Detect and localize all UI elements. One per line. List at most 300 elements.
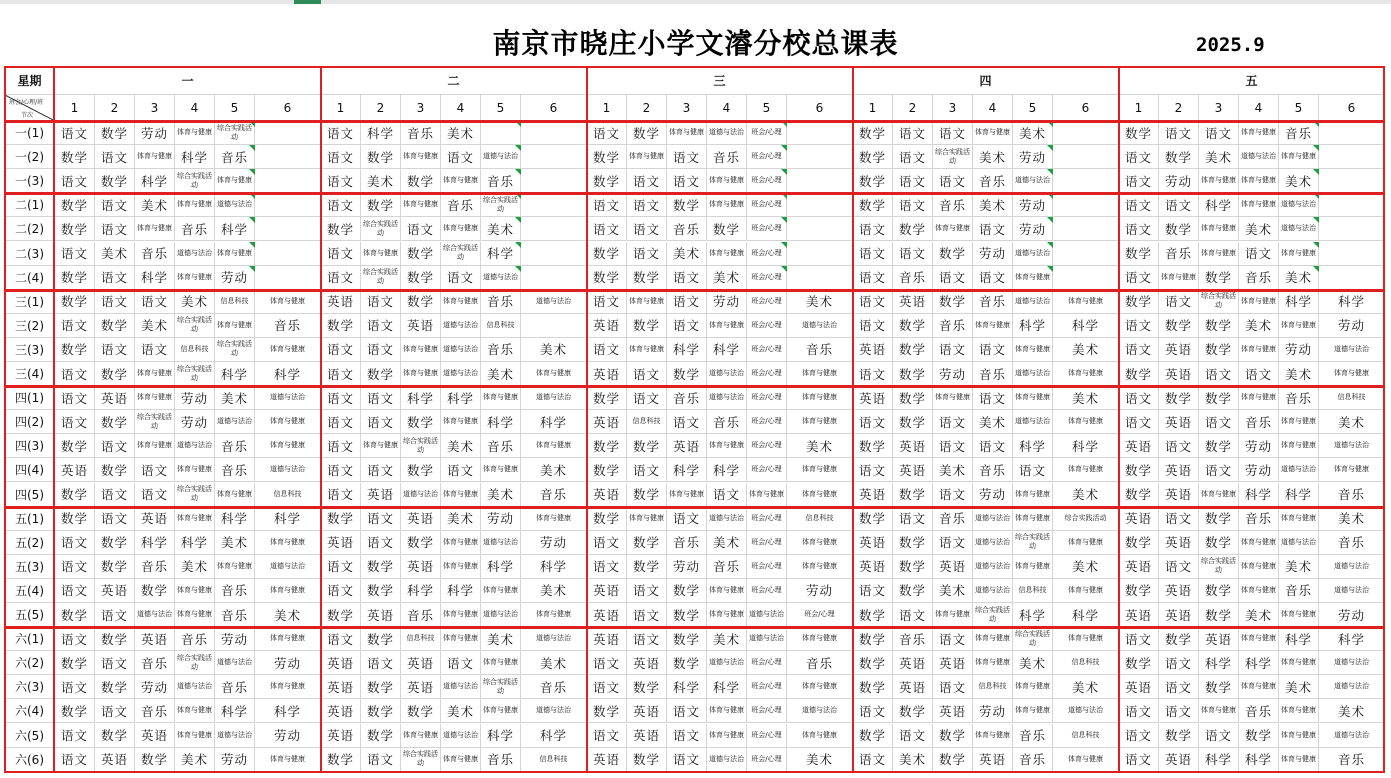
lesson-cell[interactable]: 数学 bbox=[95, 675, 135, 699]
lesson-cell[interactable]: 语文 bbox=[667, 724, 707, 748]
lesson-cell[interactable]: 体育与健康 bbox=[787, 410, 853, 434]
lesson-cell[interactable]: 语文 bbox=[55, 169, 95, 193]
lesson-cell[interactable]: 体育与健康 bbox=[627, 507, 667, 531]
lesson-cell[interactable]: 美术 bbox=[1053, 338, 1119, 362]
lesson-cell[interactable]: 科学 bbox=[707, 338, 747, 362]
lesson-cell[interactable]: 数学 bbox=[1159, 724, 1199, 748]
lesson-cell[interactable]: 语文 bbox=[853, 410, 893, 434]
lesson-cell[interactable]: 体育与健康 bbox=[255, 579, 321, 603]
lesson-cell[interactable]: 体育与健康 bbox=[1279, 410, 1319, 434]
lesson-cell[interactable]: 体育与健康 bbox=[1239, 121, 1279, 145]
lesson-cell[interactable]: 美术 bbox=[481, 362, 521, 386]
lesson-cell[interactable]: 劳动 bbox=[255, 724, 321, 748]
lesson-cell[interactable]: 劳动 bbox=[135, 675, 175, 699]
lesson-cell[interactable]: 综合实践活动 bbox=[441, 242, 481, 266]
lesson-cell[interactable]: 数学 bbox=[95, 314, 135, 338]
lesson-cell[interactable]: 科学 bbox=[401, 579, 441, 603]
lesson-cell[interactable]: 语文 bbox=[1119, 266, 1159, 290]
lesson-cell[interactable]: 语文 bbox=[893, 145, 933, 169]
lesson-cell[interactable]: 科学 bbox=[521, 724, 587, 748]
lesson-cell[interactable]: 科学 bbox=[667, 338, 707, 362]
lesson-cell[interactable]: 语文 bbox=[853, 458, 893, 482]
lesson-cell[interactable]: 数学 bbox=[1119, 242, 1159, 266]
lesson-cell[interactable]: 语文 bbox=[361, 507, 401, 531]
lesson-cell[interactable]: 数学 bbox=[853, 627, 893, 651]
lesson-cell[interactable]: 科学 bbox=[1013, 314, 1053, 338]
lesson-cell[interactable]: 体育与健康 bbox=[707, 724, 747, 748]
lesson-cell[interactable]: 语文 bbox=[361, 531, 401, 555]
lesson-cell[interactable]: 体育与健康 bbox=[521, 362, 587, 386]
lesson-cell[interactable]: 信息科技 bbox=[973, 675, 1013, 699]
lesson-cell[interactable] bbox=[1319, 169, 1385, 193]
lesson-cell[interactable]: 语文 bbox=[627, 217, 667, 241]
lesson-cell[interactable]: 语文 bbox=[55, 410, 95, 434]
lesson-cell[interactable]: 数学 bbox=[853, 675, 893, 699]
lesson-cell[interactable]: 英语 bbox=[321, 651, 361, 675]
lesson-cell[interactable]: 美术 bbox=[707, 531, 747, 555]
lesson-cell[interactable]: 英语 bbox=[361, 483, 401, 507]
lesson-cell[interactable]: 语文 bbox=[933, 483, 973, 507]
lesson-cell[interactable]: 体育与健康 bbox=[255, 748, 321, 772]
lesson-cell[interactable] bbox=[521, 145, 587, 169]
lesson-cell[interactable]: 道德与法治 bbox=[175, 675, 215, 699]
lesson-cell[interactable]: 音乐 bbox=[215, 603, 255, 627]
lesson-cell[interactable]: 音乐 bbox=[521, 675, 587, 699]
lesson-cell[interactable]: 数学 bbox=[55, 651, 95, 675]
lesson-cell[interactable]: 语文 bbox=[933, 338, 973, 362]
lesson-cell[interactable]: 语文 bbox=[1199, 724, 1239, 748]
lesson-cell[interactable]: 语文 bbox=[321, 627, 361, 651]
lesson-cell[interactable]: 体育与健康 bbox=[441, 555, 481, 579]
lesson-cell[interactable]: 语文 bbox=[135, 290, 175, 314]
lesson-cell[interactable]: 英语 bbox=[667, 434, 707, 458]
lesson-cell[interactable]: 数学 bbox=[853, 169, 893, 193]
lesson-cell[interactable]: 综合实践活动 bbox=[481, 193, 521, 217]
lesson-cell[interactable]: 数学 bbox=[95, 724, 135, 748]
lesson-cell[interactable]: 综合实践活动 bbox=[401, 748, 441, 772]
lesson-cell[interactable]: 数学 bbox=[587, 434, 627, 458]
lesson-cell[interactable]: 体育与健康 bbox=[175, 603, 215, 627]
lesson-cell[interactable]: 科学 bbox=[481, 555, 521, 579]
lesson-cell[interactable]: 数学 bbox=[401, 410, 441, 434]
lesson-cell[interactable]: 体育与健康 bbox=[1279, 145, 1319, 169]
lesson-cell[interactable]: 英语 bbox=[135, 507, 175, 531]
lesson-cell[interactable]: 劳动 bbox=[215, 266, 255, 290]
lesson-cell[interactable]: 数学 bbox=[1199, 675, 1239, 699]
lesson-cell[interactable]: 数学 bbox=[1119, 362, 1159, 386]
lesson-cell[interactable]: 数学 bbox=[1119, 579, 1159, 603]
lesson-cell[interactable] bbox=[255, 242, 321, 266]
lesson-cell[interactable]: 美术 bbox=[1053, 386, 1119, 410]
lesson-cell[interactable]: 语文 bbox=[55, 362, 95, 386]
lesson-cell[interactable]: 班会/心理 bbox=[747, 531, 787, 555]
lesson-cell[interactable]: 语文 bbox=[853, 699, 893, 723]
lesson-cell[interactable]: 班会/心理 bbox=[747, 193, 787, 217]
lesson-cell[interactable]: 语文 bbox=[321, 483, 361, 507]
lesson-cell[interactable]: 体育与健康 bbox=[401, 145, 441, 169]
lesson-cell[interactable]: 语文 bbox=[933, 121, 973, 145]
lesson-cell[interactable]: 体育与健康 bbox=[481, 651, 521, 675]
lesson-cell[interactable]: 语文 bbox=[95, 651, 135, 675]
lesson-cell[interactable]: 语文 bbox=[95, 483, 135, 507]
lesson-cell[interactable]: 道德与法治 bbox=[1013, 290, 1053, 314]
lesson-cell[interactable]: 体育与健康 bbox=[1013, 507, 1053, 531]
lesson-cell[interactable]: 数学 bbox=[627, 121, 667, 145]
lesson-cell[interactable]: 语文 bbox=[587, 290, 627, 314]
lesson-cell[interactable]: 语文 bbox=[1159, 555, 1199, 579]
lesson-cell[interactable]: 体育与健康 bbox=[175, 193, 215, 217]
lesson-cell[interactable]: 科学 bbox=[215, 362, 255, 386]
lesson-cell[interactable]: 数学 bbox=[893, 362, 933, 386]
lesson-cell[interactable]: 道德与法治 bbox=[973, 531, 1013, 555]
lesson-cell[interactable]: 道德与法治 bbox=[521, 290, 587, 314]
lesson-cell[interactable]: 英语 bbox=[1159, 483, 1199, 507]
lesson-cell[interactable]: 体育与健康 bbox=[1279, 434, 1319, 458]
lesson-cell[interactable]: 信息科技 bbox=[175, 338, 215, 362]
lesson-cell[interactable]: 体育与健康 bbox=[667, 121, 707, 145]
lesson-cell[interactable]: 美术 bbox=[973, 410, 1013, 434]
lesson-cell[interactable]: 道德与法治 bbox=[1319, 651, 1385, 675]
lesson-cell[interactable]: 语文 bbox=[853, 748, 893, 772]
lesson-cell[interactable]: 班会/心理 bbox=[747, 507, 787, 531]
lesson-cell[interactable]: 数学 bbox=[853, 724, 893, 748]
lesson-cell[interactable]: 信息科技 bbox=[521, 748, 587, 772]
lesson-cell[interactable]: 数学 bbox=[853, 193, 893, 217]
lesson-cell[interactable]: 体育与健康 bbox=[175, 266, 215, 290]
lesson-cell[interactable]: 劳动 bbox=[135, 121, 175, 145]
lesson-cell[interactable]: 道德与法治 bbox=[707, 386, 747, 410]
lesson-cell[interactable]: 数学 bbox=[1199, 338, 1239, 362]
lesson-cell[interactable]: 体育与健康 bbox=[441, 410, 481, 434]
lesson-cell[interactable]: 综合实践活动 bbox=[175, 314, 215, 338]
lesson-cell[interactable]: 数学 bbox=[627, 748, 667, 772]
lesson-cell[interactable]: 音乐 bbox=[135, 555, 175, 579]
lesson-cell[interactable]: 数学 bbox=[55, 603, 95, 627]
lesson-cell[interactable]: 班会/心理 bbox=[747, 290, 787, 314]
lesson-cell[interactable]: 语文 bbox=[361, 314, 401, 338]
lesson-cell[interactable]: 语文 bbox=[1119, 627, 1159, 651]
lesson-cell[interactable]: 数学 bbox=[55, 507, 95, 531]
lesson-cell[interactable]: 音乐 bbox=[933, 193, 973, 217]
lesson-cell[interactable]: 体育与健康 bbox=[707, 242, 747, 266]
lesson-cell[interactable]: 语文 bbox=[1159, 675, 1199, 699]
lesson-cell[interactable]: 体育与健康 bbox=[135, 434, 175, 458]
lesson-cell[interactable]: 语文 bbox=[361, 410, 401, 434]
lesson-cell[interactable]: 英语 bbox=[321, 531, 361, 555]
lesson-cell[interactable]: 英语 bbox=[973, 748, 1013, 772]
lesson-cell[interactable]: 道德与法治 bbox=[175, 242, 215, 266]
lesson-cell[interactable]: 科学 bbox=[135, 266, 175, 290]
lesson-cell[interactable]: 综合实践活动 bbox=[175, 169, 215, 193]
lesson-cell[interactable]: 体育与健康 bbox=[933, 386, 973, 410]
lesson-cell[interactable]: 道德与法治 bbox=[707, 362, 747, 386]
lesson-cell[interactable]: 数学 bbox=[1159, 314, 1199, 338]
lesson-cell[interactable]: 音乐 bbox=[521, 483, 587, 507]
lesson-cell[interactable]: 音乐 bbox=[1279, 121, 1319, 145]
lesson-cell[interactable]: 信息科技 bbox=[1319, 386, 1385, 410]
lesson-cell[interactable]: 综合实践活动 bbox=[361, 266, 401, 290]
lesson-cell[interactable]: 语文 bbox=[321, 458, 361, 482]
lesson-cell[interactable]: 数学 bbox=[361, 699, 401, 723]
lesson-cell[interactable] bbox=[1053, 193, 1119, 217]
lesson-cell[interactable]: 数学 bbox=[401, 169, 441, 193]
lesson-cell[interactable]: 体育与健康 bbox=[1199, 242, 1239, 266]
lesson-cell[interactable]: 数学 bbox=[893, 531, 933, 555]
lesson-cell[interactable]: 数学 bbox=[587, 386, 627, 410]
lesson-cell[interactable]: 美术 bbox=[481, 627, 521, 651]
lesson-cell[interactable]: 英语 bbox=[1159, 579, 1199, 603]
lesson-cell[interactable]: 语文 bbox=[1159, 290, 1199, 314]
lesson-cell[interactable]: 语文 bbox=[321, 121, 361, 145]
lesson-cell[interactable]: 英语 bbox=[893, 434, 933, 458]
lesson-cell[interactable]: 体育与健康 bbox=[1239, 579, 1279, 603]
lesson-cell[interactable]: 数学 bbox=[893, 483, 933, 507]
lesson-cell[interactable]: 体育与健康 bbox=[1013, 675, 1053, 699]
lesson-cell[interactable]: 体育与健康 bbox=[175, 699, 215, 723]
lesson-cell[interactable]: 体育与健康 bbox=[255, 531, 321, 555]
lesson-cell[interactable]: 美术 bbox=[481, 217, 521, 241]
lesson-cell[interactable]: 科学 bbox=[361, 121, 401, 145]
lesson-cell[interactable]: 体育与健康 bbox=[481, 699, 521, 723]
lesson-cell[interactable]: 英语 bbox=[1159, 362, 1199, 386]
lesson-cell[interactable]: 综合实践活动 bbox=[1013, 627, 1053, 651]
lesson-cell[interactable] bbox=[1319, 266, 1385, 290]
lesson-cell[interactable]: 体育与健康 bbox=[1013, 555, 1053, 579]
lesson-cell[interactable]: 道德与法治 bbox=[973, 579, 1013, 603]
lesson-cell[interactable]: 体育与健康 bbox=[1199, 483, 1239, 507]
lesson-cell[interactable]: 数学 bbox=[55, 193, 95, 217]
lesson-cell[interactable]: 综合实践活动 bbox=[175, 483, 215, 507]
lesson-cell[interactable] bbox=[1053, 266, 1119, 290]
lesson-cell[interactable]: 数学 bbox=[1119, 290, 1159, 314]
lesson-cell[interactable]: 班会/心理 bbox=[747, 145, 787, 169]
lesson-cell[interactable]: 语文 bbox=[1199, 121, 1239, 145]
lesson-cell[interactable]: 数学 bbox=[361, 675, 401, 699]
lesson-cell[interactable]: 语文 bbox=[361, 651, 401, 675]
lesson-cell[interactable]: 数学 bbox=[55, 266, 95, 290]
lesson-cell[interactable]: 美术 bbox=[521, 651, 587, 675]
lesson-cell[interactable]: 语文 bbox=[1239, 362, 1279, 386]
lesson-cell[interactable]: 语文 bbox=[893, 169, 933, 193]
lesson-cell[interactable]: 体育与健康 bbox=[707, 314, 747, 338]
lesson-cell[interactable]: 道德与法治 bbox=[215, 651, 255, 675]
lesson-cell[interactable]: 体育与健康 bbox=[627, 145, 667, 169]
lesson-cell[interactable]: 科学 bbox=[255, 699, 321, 723]
lesson-cell[interactable]: 科学 bbox=[667, 458, 707, 482]
lesson-cell[interactable]: 数学 bbox=[1119, 651, 1159, 675]
lesson-cell[interactable]: 英语 bbox=[401, 675, 441, 699]
lesson-cell[interactable]: 语文 bbox=[441, 145, 481, 169]
lesson-cell[interactable]: 体育与健康 bbox=[1199, 699, 1239, 723]
lesson-cell[interactable]: 数学 bbox=[55, 145, 95, 169]
lesson-cell[interactable]: 科学 bbox=[1053, 434, 1119, 458]
lesson-cell[interactable]: 班会/心理 bbox=[747, 458, 787, 482]
lesson-cell[interactable]: 语文 bbox=[667, 410, 707, 434]
lesson-cell[interactable]: 语文 bbox=[667, 507, 707, 531]
lesson-cell[interactable]: 音乐 bbox=[481, 748, 521, 772]
lesson-cell[interactable]: 美术 bbox=[1319, 410, 1385, 434]
lesson-cell[interactable]: 英语 bbox=[627, 724, 667, 748]
lesson-cell[interactable]: 音乐 bbox=[481, 169, 521, 193]
lesson-cell[interactable]: 体育与健康 bbox=[255, 410, 321, 434]
lesson-cell[interactable]: 语文 bbox=[1119, 193, 1159, 217]
lesson-cell[interactable]: 音乐 bbox=[481, 338, 521, 362]
lesson-cell[interactable]: 数学 bbox=[587, 458, 627, 482]
lesson-cell[interactable]: 体育与健康 bbox=[481, 579, 521, 603]
lesson-cell[interactable]: 音乐 bbox=[933, 314, 973, 338]
lesson-cell[interactable]: 科学 bbox=[1239, 748, 1279, 772]
lesson-cell[interactable]: 科学 bbox=[215, 217, 255, 241]
lesson-cell[interactable]: 道德与法治 bbox=[747, 627, 787, 651]
lesson-cell[interactable]: 体育与健康 bbox=[441, 217, 481, 241]
lesson-cell[interactable]: 语文 bbox=[893, 603, 933, 627]
lesson-cell[interactable] bbox=[1053, 242, 1119, 266]
lesson-cell[interactable]: 语文 bbox=[587, 531, 627, 555]
lesson-cell[interactable]: 科学 bbox=[1199, 193, 1239, 217]
lesson-cell[interactable] bbox=[787, 242, 853, 266]
lesson-cell[interactable]: 美术 bbox=[521, 458, 587, 482]
lesson-cell[interactable]: 语文 bbox=[933, 434, 973, 458]
lesson-cell[interactable]: 数学 bbox=[55, 483, 95, 507]
lesson-cell[interactable]: 数学 bbox=[587, 266, 627, 290]
lesson-cell[interactable]: 英语 bbox=[627, 651, 667, 675]
lesson-cell[interactable] bbox=[255, 266, 321, 290]
lesson-cell[interactable]: 科学 bbox=[707, 458, 747, 482]
lesson-cell[interactable]: 道德与法治 bbox=[481, 266, 521, 290]
lesson-cell[interactable]: 美术 bbox=[933, 458, 973, 482]
lesson-cell[interactable]: 美术 bbox=[707, 266, 747, 290]
lesson-cell[interactable]: 数学 bbox=[667, 579, 707, 603]
lesson-cell[interactable]: 美术 bbox=[973, 145, 1013, 169]
lesson-cell[interactable]: 音乐 bbox=[1239, 266, 1279, 290]
lesson-cell[interactable]: 数学 bbox=[401, 699, 441, 723]
lesson-cell[interactable]: 道德与法治 bbox=[441, 338, 481, 362]
lesson-cell[interactable]: 体育与健康 bbox=[521, 507, 587, 531]
lesson-cell[interactable]: 语文 bbox=[321, 193, 361, 217]
lesson-cell[interactable]: 语文 bbox=[95, 603, 135, 627]
lesson-cell[interactable]: 道德与法治 bbox=[441, 675, 481, 699]
lesson-cell[interactable]: 音乐 bbox=[1279, 386, 1319, 410]
lesson-cell[interactable]: 音乐 bbox=[1239, 410, 1279, 434]
lesson-cell[interactable]: 体育与健康 bbox=[255, 338, 321, 362]
lesson-cell[interactable]: 英语 bbox=[1159, 458, 1199, 482]
lesson-cell[interactable]: 语文 bbox=[55, 748, 95, 772]
lesson-cell[interactable]: 体育与健康 bbox=[787, 458, 853, 482]
lesson-cell[interactable] bbox=[255, 169, 321, 193]
lesson-cell[interactable]: 班会/心理 bbox=[747, 314, 787, 338]
lesson-cell[interactable]: 英语 bbox=[853, 338, 893, 362]
lesson-cell[interactable]: 音乐 bbox=[707, 555, 747, 579]
lesson-cell[interactable]: 科学 bbox=[521, 410, 587, 434]
lesson-cell[interactable]: 体育与健康 bbox=[135, 217, 175, 241]
lesson-cell[interactable]: 语文 bbox=[95, 266, 135, 290]
lesson-cell[interactable]: 班会/心理 bbox=[747, 121, 787, 145]
lesson-cell[interactable]: 综合实践活动 bbox=[1199, 290, 1239, 314]
lesson-cell[interactable] bbox=[1319, 193, 1385, 217]
lesson-cell[interactable]: 语文 bbox=[1199, 458, 1239, 482]
lesson-cell[interactable]: 数学 bbox=[933, 290, 973, 314]
lesson-cell[interactable]: 体育与健康 bbox=[787, 555, 853, 579]
lesson-cell[interactable]: 体育与健康 bbox=[1239, 531, 1279, 555]
lesson-cell[interactable]: 道德与法治 bbox=[521, 627, 587, 651]
lesson-cell[interactable]: 英语 bbox=[627, 699, 667, 723]
lesson-cell[interactable]: 美术 bbox=[215, 386, 255, 410]
lesson-cell[interactable]: 语文 bbox=[95, 699, 135, 723]
lesson-cell[interactable]: 英语 bbox=[587, 483, 627, 507]
lesson-cell[interactable]: 语文 bbox=[853, 266, 893, 290]
lesson-cell[interactable]: 数学 bbox=[321, 217, 361, 241]
lesson-cell[interactable]: 班会/心理 bbox=[747, 699, 787, 723]
lesson-cell[interactable]: 语文 bbox=[627, 193, 667, 217]
lesson-cell[interactable]: 体育与健康 bbox=[667, 483, 707, 507]
lesson-cell[interactable]: 语文 bbox=[361, 386, 401, 410]
lesson-cell[interactable]: 数学 bbox=[853, 434, 893, 458]
lesson-cell[interactable]: 劳动 bbox=[175, 410, 215, 434]
lesson-cell[interactable]: 数学 bbox=[1119, 483, 1159, 507]
lesson-cell[interactable]: 体育与健康 bbox=[747, 483, 787, 507]
lesson-cell[interactable]: 美术 bbox=[521, 579, 587, 603]
lesson-cell[interactable]: 体育与健康 bbox=[1053, 362, 1119, 386]
lesson-cell[interactable]: 科学 bbox=[1199, 748, 1239, 772]
lesson-cell[interactable]: 数学 bbox=[361, 579, 401, 603]
lesson-cell[interactable]: 信息科技 bbox=[787, 507, 853, 531]
lesson-cell[interactable]: 科学 bbox=[255, 507, 321, 531]
lesson-cell[interactable]: 语文 bbox=[321, 362, 361, 386]
lesson-cell[interactable] bbox=[521, 266, 587, 290]
lesson-cell[interactable] bbox=[787, 193, 853, 217]
lesson-cell[interactable]: 体育与健康 bbox=[787, 362, 853, 386]
lesson-cell[interactable]: 体育与健康 bbox=[787, 386, 853, 410]
lesson-cell[interactable]: 语文 bbox=[1119, 699, 1159, 723]
lesson-cell[interactable]: 班会/心理 bbox=[747, 410, 787, 434]
lesson-cell[interactable]: 语文 bbox=[55, 675, 95, 699]
lesson-cell[interactable]: 体育与健康 bbox=[973, 314, 1013, 338]
lesson-cell[interactable]: 班会/心理 bbox=[747, 434, 787, 458]
lesson-cell[interactable]: 体育与健康 bbox=[175, 724, 215, 748]
lesson-cell[interactable]: 语文 bbox=[627, 579, 667, 603]
lesson-cell[interactable]: 科学 bbox=[707, 675, 747, 699]
lesson-cell[interactable]: 体育与健康 bbox=[1053, 458, 1119, 482]
lesson-cell[interactable]: 美术 bbox=[787, 290, 853, 314]
lesson-cell[interactable]: 数学 bbox=[933, 724, 973, 748]
lesson-cell[interactable]: 语文 bbox=[321, 410, 361, 434]
lesson-cell[interactable]: 劳动 bbox=[1013, 145, 1053, 169]
lesson-cell[interactable]: 科学 bbox=[135, 169, 175, 193]
lesson-cell[interactable]: 数学 bbox=[321, 603, 361, 627]
lesson-cell[interactable]: 道德与法治 bbox=[1319, 434, 1385, 458]
lesson-cell[interactable]: 道德与法治 bbox=[973, 507, 1013, 531]
lesson-cell[interactable]: 综合实践活动 bbox=[135, 410, 175, 434]
lesson-cell[interactable]: 综合实践活动 bbox=[361, 217, 401, 241]
lesson-cell[interactable]: 数学 bbox=[135, 748, 175, 772]
lesson-cell[interactable]: 体育与健康 bbox=[1053, 290, 1119, 314]
lesson-cell[interactable]: 班会/心理 bbox=[747, 555, 787, 579]
lesson-cell[interactable]: 体育与健康 bbox=[1013, 386, 1053, 410]
lesson-cell[interactable]: 体育与健康 bbox=[441, 748, 481, 772]
lesson-cell[interactable]: 语文 bbox=[587, 193, 627, 217]
lesson-cell[interactable]: 数学 bbox=[361, 362, 401, 386]
lesson-cell[interactable]: 体育与健康 bbox=[521, 434, 587, 458]
lesson-cell[interactable]: 语文 bbox=[361, 290, 401, 314]
lesson-cell[interactable]: 数学 bbox=[95, 627, 135, 651]
lesson-cell[interactable]: 音乐 bbox=[215, 434, 255, 458]
lesson-cell[interactable]: 音乐 bbox=[401, 121, 441, 145]
lesson-cell[interactable]: 语文 bbox=[55, 555, 95, 579]
lesson-cell[interactable]: 道德与法治 bbox=[973, 555, 1013, 579]
lesson-cell[interactable]: 美术 bbox=[1279, 675, 1319, 699]
lesson-cell[interactable]: 信息科技 bbox=[401, 627, 441, 651]
lesson-cell[interactable]: 数学 bbox=[627, 675, 667, 699]
